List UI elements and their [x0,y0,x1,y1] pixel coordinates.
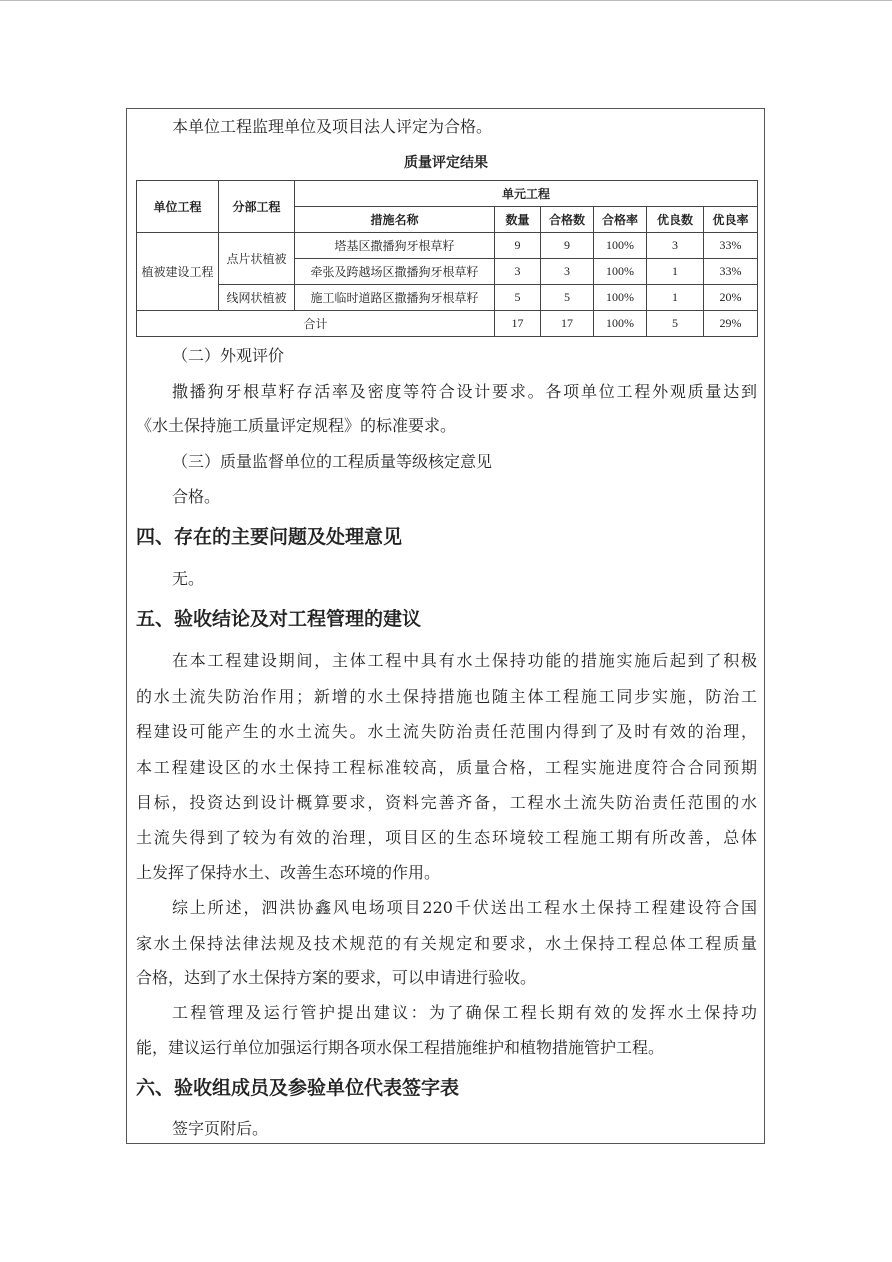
paragraph-line: 程建设可能产生的水土流失。水土流失防治责任范围内得到了及时有效的治理， [136,722,757,741]
header-good-rate: 优良率 [704,207,758,233]
paragraph-line: 在本工程建设期间，主体工程中具有水土保持功能的措施实施后起到了积极 [172,651,757,670]
cell-count: 9 [495,233,541,259]
cell-good: 1 [647,259,704,285]
section-supervision-title: （三）质量监督单位的工程质量等级核定意见 [172,452,493,471]
paragraph-line: 能，建议运行单位加强运行期各项水保工程措施维护和植物措施管护工程。 [136,1038,665,1057]
header-pass: 合格数 [541,207,594,233]
cell-pass: 9 [541,233,594,259]
header-pass-rate: 合格率 [594,207,647,233]
table-total-row [137,311,758,337]
supervision-text: 合格。 [172,487,221,506]
cell-measure: 牵张及跨越场区撒播狗牙根草籽 [295,259,495,285]
unit-name: 植被建设工程 [137,233,219,311]
header-good: 优良数 [647,207,704,233]
total-label: 合计 [137,311,495,337]
cell-good: 3 [647,233,704,259]
cell-measure: 施工临时道路区撒播狗牙根草籽 [295,285,495,311]
intro-text: 本单位工程监理单位及项目法人评定为合格。 [172,117,493,136]
paragraph-line: 目标，投资达到设计概算要求，资料完善齐备，工程水土流失防治责任范围的水 [136,793,757,812]
cell-count: 3 [495,259,541,285]
appearance-line: 撒播狗牙根草籽存活率及密度等符合设计要求。各项单位工程外观质量达到 [172,382,757,401]
paragraph-line: 合格，达到了水土保持方案的要求，可以申请进行验收。 [136,968,537,987]
cell-good-rate: 33% [704,233,758,259]
paragraph-line: 家水土保持法律法规及技术规范的有关规定和要求，水土保持工程总体工程质量 [136,934,757,953]
heading-signatures: 六、验收组成员及参验单位代表签字表 [136,1077,460,1099]
cell-count: 5 [495,285,541,311]
division-name: 线网状植被 [219,285,295,311]
paragraph-line: 上发挥了保持水土、改善生态环境的作用。 [136,863,441,882]
paragraph-line: 土流失得到了较为有效的治理，项目区的生态环境较工程施工期有所改善，总体 [136,828,757,847]
table-row [137,285,758,311]
appearance-line: 《水土保持施工质量评定规程》的标准要求。 [136,416,457,435]
cell-pass-rate: 100% [594,233,647,259]
section-appearance-title: （二）外观评价 [172,346,285,365]
cell-pass: 3 [541,259,594,285]
table-row [137,233,758,259]
page-edge [0,0,892,1]
header-element: 单元工程 [295,181,758,207]
total-good-rate: 29% [704,311,758,337]
total-pass: 17 [541,311,594,337]
signatures-text: 签字页附后。 [172,1119,269,1138]
heading-conclusion: 五、验收结论及对工程管理的建议 [136,608,422,630]
quality-table [136,180,758,337]
header-unit: 单位工程 [137,181,219,233]
paragraph-line: 工程管理及运行管护提出建议：为了确保工程长期有效的发挥水土保持功 [172,1003,757,1022]
paragraph-line: 的水土流失防治作用；新增的水土保持措施也随主体工程施工同步实施，防治工 [136,687,757,706]
cell-good: 1 [647,285,704,311]
table-title: 质量评定结果 [404,155,488,171]
total-good: 5 [647,311,704,337]
header-division: 分部工程 [219,181,295,233]
header-count: 数量 [495,207,541,233]
cell-good-rate: 20% [704,285,758,311]
paragraph-line: 综上所述，泗洪协鑫风电场项目220千伏送出工程水土保持工程建设符合国 [172,898,757,917]
cell-measure: 塔基区撒播狗牙根草籽 [295,233,495,259]
cell-pass-rate: 100% [594,285,647,311]
header-measure: 措施名称 [295,207,495,233]
problems-text: 无。 [172,569,205,588]
total-count: 17 [495,311,541,337]
division-name: 点片状植被 [219,233,295,285]
cell-pass: 5 [541,285,594,311]
paragraph-line: 本工程建设区的水土保持工程标准较高，质量合格，工程实施进度符合合同预期 [136,758,757,777]
total-pass-rate: 100% [594,311,647,337]
cell-pass-rate: 100% [594,259,647,285]
heading-problems: 四、存在的主要问题及处理意见 [136,526,403,548]
cell-good-rate: 33% [704,259,758,285]
